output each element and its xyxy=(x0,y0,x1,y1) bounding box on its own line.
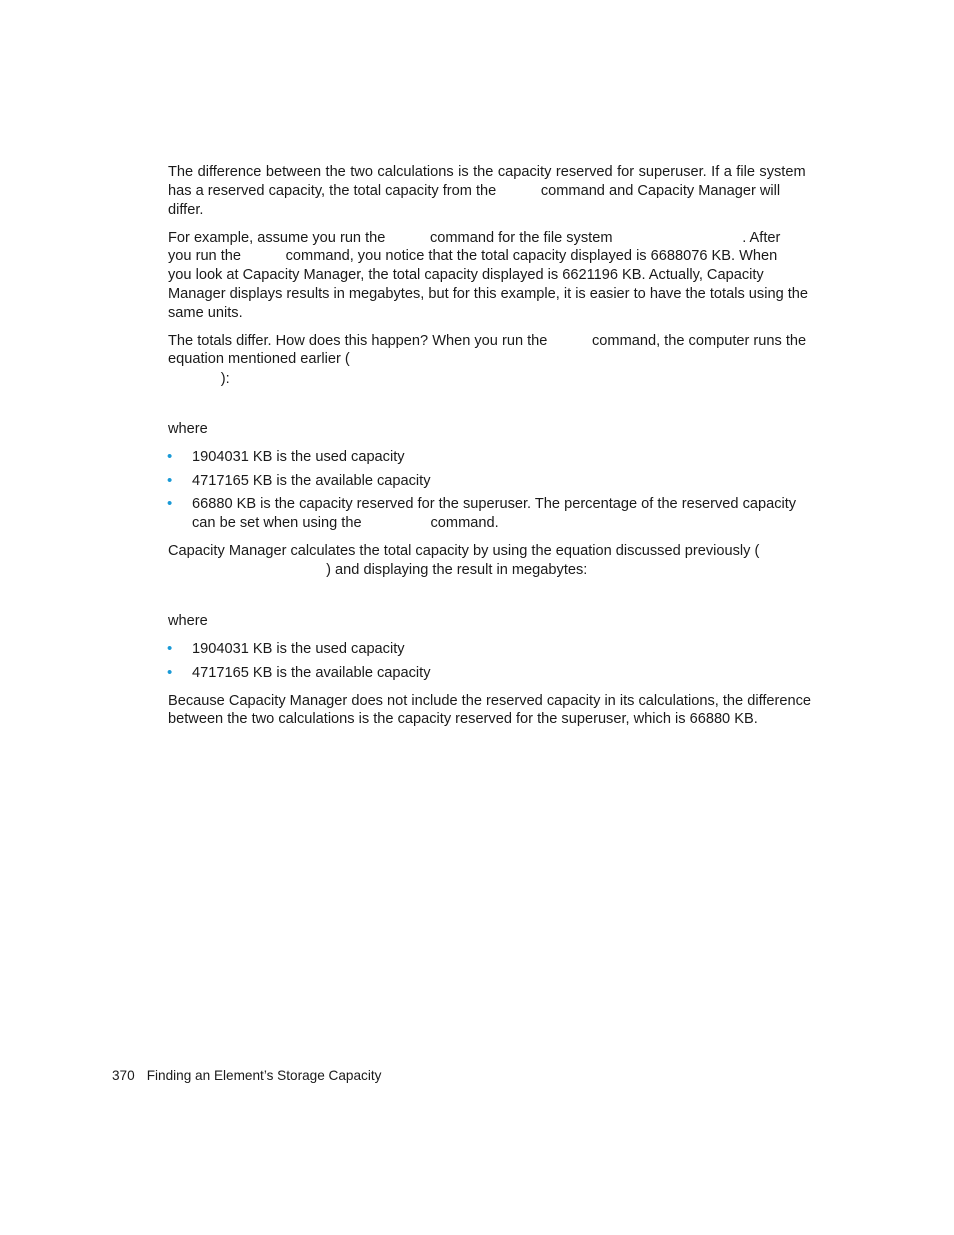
bullet-dot-icon: • xyxy=(167,448,173,465)
page-number: 370 xyxy=(112,1068,135,1083)
bullet-dot-icon: • xyxy=(167,472,173,489)
where-label-1: where xyxy=(168,421,208,437)
page-footer xyxy=(112,1067,381,1085)
paragraph-3-line-1: The totals differ. How does this happen? When you run the command, the computer runs the xyxy=(168,333,807,349)
bullet-dot-icon: • xyxy=(167,640,173,657)
paragraph-4-line-1: Capacity Manager calculates the total capacity by using the equation discussed previously ( xyxy=(168,543,760,559)
paragraph-3-line-2: equation mentioned earlier ( xyxy=(168,351,350,367)
paragraph-2-line-3: you look at Capacity Manager, the total capacity displayed is 6621196 KB. Actually, Capacity xyxy=(168,267,764,283)
list-2-item-1: 1904031 KB is the used capacity xyxy=(192,641,405,657)
list-1-item-3-line-1: 66880 KB is the capacity reserved for the superuser. The percentage of the reserved capacity xyxy=(192,496,797,512)
where-label-2: where xyxy=(168,613,208,629)
paragraph-4-line-2: ) and displaying the result in megabytes: xyxy=(168,562,588,578)
list-1-item-3-line-2: can be set when using the command. xyxy=(192,515,499,531)
paragraph-1-line-1: The difference between the two calculations is the capacity reserved for superuser. If a file system xyxy=(168,164,806,180)
paragraph-3-line-3: ): xyxy=(168,371,230,387)
list-2-item-2: 4717165 KB is the available capacity xyxy=(192,665,431,681)
list-1-item-1: 1904031 KB is the used capacity xyxy=(192,449,405,465)
bullet-dot-icon: • xyxy=(167,664,173,681)
paragraph-1-line-3: differ. xyxy=(168,202,204,218)
bullet-dot-icon: • xyxy=(167,495,173,512)
paragraph-1-line-2: has a reserved capacity, the total capacity from the command and Capacity Manager will xyxy=(168,183,781,199)
paragraph-2-line-4: Manager displays results in megabytes, but for this example, it is easier to have the totals using the xyxy=(168,286,809,302)
paragraph-5-line-1: Because Capacity Manager does not include the reserved capacity in its calculations, the difference xyxy=(168,693,812,709)
paragraph-2-line-5: same units. xyxy=(168,305,243,321)
paragraph-2-line-2: you run the command, you notice that the total capacity displayed is 6688076 KB. When xyxy=(168,248,778,264)
footer-section-title: Finding an Element’s Storage Capacity xyxy=(146,1068,382,1083)
paragraph-2-line-1: For example, assume you run the command for the file system . After xyxy=(168,230,781,246)
list-1-item-2: 4717165 KB is the available capacity xyxy=(192,473,431,489)
paragraph-5-line-2: between the two calculations is the capacity reserved for the superuser, which is 66880 KB. xyxy=(168,711,758,727)
